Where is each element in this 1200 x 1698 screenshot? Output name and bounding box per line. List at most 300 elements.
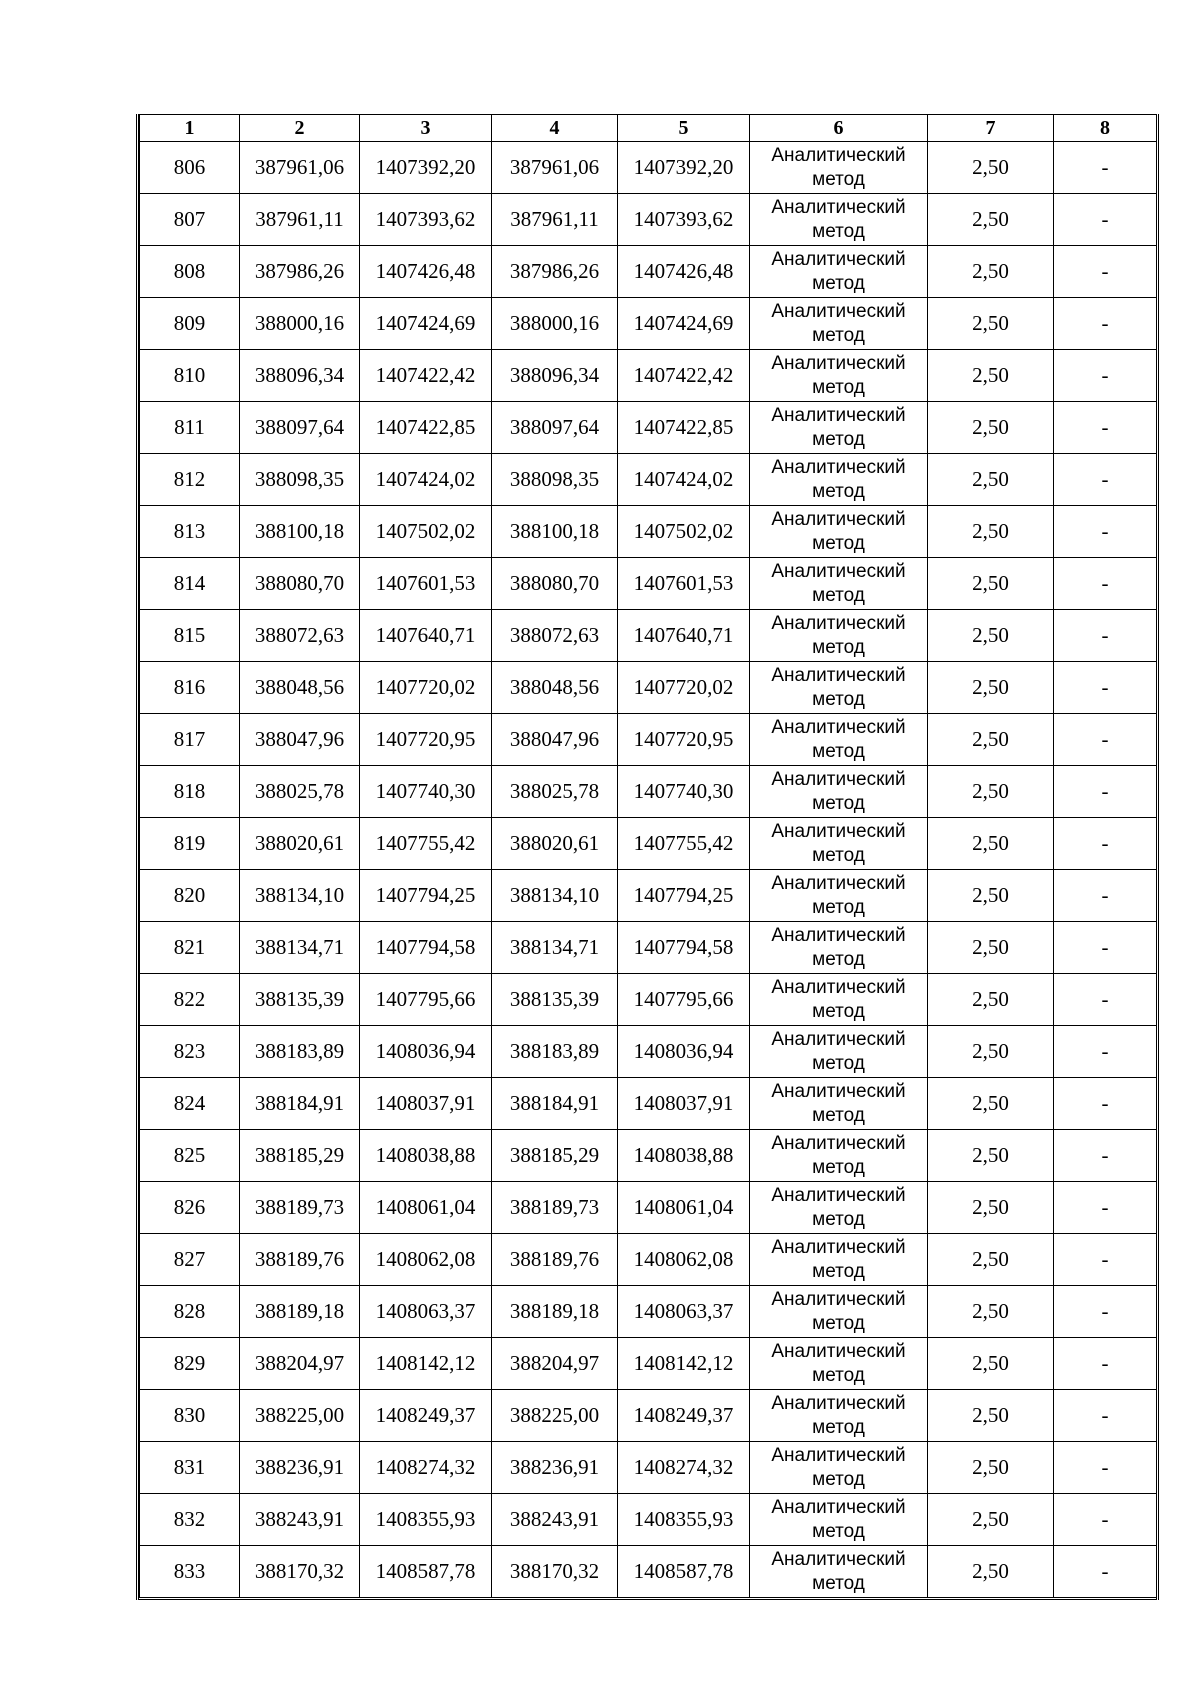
cell-x-coord-2: 388096,34	[492, 350, 618, 402]
method-line-2: метод	[812, 480, 865, 502]
method-line-1: Аналитический	[771, 1444, 906, 1466]
method-line-1: Аналитический	[771, 820, 906, 842]
method-line-1: Аналитический	[771, 248, 906, 270]
method-line-1: Аналитический	[771, 716, 906, 738]
cell-x-coord-2: 388170,32	[492, 1546, 618, 1599]
cell-accuracy: 2,50	[928, 350, 1054, 402]
cell-description: -	[1054, 1442, 1157, 1494]
cell-description: -	[1054, 454, 1157, 506]
cell-accuracy: 2,50	[928, 1078, 1054, 1130]
cell-accuracy: 2,50	[928, 922, 1054, 974]
cell-y-coord: 1408036,94	[360, 1026, 492, 1078]
cell-description: -	[1054, 1338, 1157, 1390]
cell-x-coord-2: 388100,18	[492, 506, 618, 558]
method-line-1: Аналитический	[771, 1184, 906, 1206]
cell-point-number: 808	[140, 246, 240, 298]
cell-y-coord-2: 1408062,08	[618, 1234, 750, 1286]
method-line-1: Аналитический	[771, 1392, 906, 1414]
cell-accuracy: 2,50	[928, 1130, 1054, 1182]
cell-description: -	[1054, 974, 1157, 1026]
cell-point-number: 820	[140, 870, 240, 922]
cell-y-coord: 1407601,53	[360, 558, 492, 610]
cell-accuracy: 2,50	[928, 1234, 1054, 1286]
cell-x-coord: 388072,63	[240, 610, 360, 662]
method-line-1: Аналитический	[771, 664, 906, 686]
table-row	[140, 1546, 1157, 1599]
cell-x-coord: 387986,26	[240, 246, 360, 298]
cell-y-coord: 1407740,30	[360, 766, 492, 818]
cell-x-coord-2: 388080,70	[492, 558, 618, 610]
cell-method	[750, 1182, 928, 1234]
cell-x-coord-2: 388098,35	[492, 454, 618, 506]
cell-x-coord: 388020,61	[240, 818, 360, 870]
header-cell-3: 3	[360, 115, 492, 142]
cell-x-coord: 387961,11	[240, 194, 360, 246]
cell-accuracy: 2,50	[928, 662, 1054, 714]
cell-description: -	[1054, 1546, 1157, 1599]
cell-method	[750, 610, 928, 662]
cell-x-coord: 388048,56	[240, 662, 360, 714]
cell-method	[750, 766, 928, 818]
cell-method	[750, 922, 928, 974]
method-line-2: метод	[812, 324, 865, 346]
method-line-2: метод	[812, 740, 865, 762]
table-row	[140, 454, 1157, 506]
cell-x-coord: 388185,29	[240, 1130, 360, 1182]
cell-y-coord-2: 1407640,71	[618, 610, 750, 662]
cell-x-coord-2: 388048,56	[492, 662, 618, 714]
table-row	[140, 142, 1157, 194]
cell-y-coord-2: 1407601,53	[618, 558, 750, 610]
cell-x-coord-2: 388184,91	[492, 1078, 618, 1130]
cell-y-coord: 1407794,58	[360, 922, 492, 974]
cell-method	[750, 974, 928, 1026]
cell-accuracy: 2,50	[928, 1442, 1054, 1494]
table-row	[140, 818, 1157, 870]
cell-point-number: 812	[140, 454, 240, 506]
header-cell-8: 8	[1054, 115, 1157, 142]
cell-x-coord-2: 388020,61	[492, 818, 618, 870]
cell-description: -	[1054, 1234, 1157, 1286]
cell-point-number: 819	[140, 818, 240, 870]
table-body	[140, 142, 1157, 1599]
cell-method	[750, 194, 928, 246]
cell-description: -	[1054, 922, 1157, 974]
cell-x-coord: 388134,71	[240, 922, 360, 974]
cell-x-coord: 388189,73	[240, 1182, 360, 1234]
table-row	[140, 1338, 1157, 1390]
header-cell-7: 7	[928, 115, 1054, 142]
cell-method	[750, 1078, 928, 1130]
cell-y-coord: 1408037,91	[360, 1078, 492, 1130]
cell-accuracy: 2,50	[928, 610, 1054, 662]
cell-x-coord-2: 388236,91	[492, 1442, 618, 1494]
method-line-1: Аналитический	[771, 1288, 906, 1310]
cell-accuracy: 2,50	[928, 1546, 1054, 1599]
cell-description: -	[1054, 1182, 1157, 1234]
coordinates-table-frame	[136, 114, 1159, 1600]
cell-x-coord-2: 387986,26	[492, 246, 618, 298]
table-row	[140, 194, 1157, 246]
table-row	[140, 922, 1157, 974]
method-line-2: метод	[812, 896, 865, 918]
method-line-2: метод	[812, 1104, 865, 1126]
cell-y-coord-2: 1407422,42	[618, 350, 750, 402]
cell-x-coord-2: 388025,78	[492, 766, 618, 818]
method-line-1: Аналитический	[771, 924, 906, 946]
cell-y-coord-2: 1408038,88	[618, 1130, 750, 1182]
cell-y-coord-2: 1407720,95	[618, 714, 750, 766]
cell-x-coord: 388000,16	[240, 298, 360, 350]
method-line-2: метод	[812, 1520, 865, 1542]
cell-accuracy: 2,50	[928, 246, 1054, 298]
cell-x-coord-2: 388183,89	[492, 1026, 618, 1078]
method-line-1: Аналитический	[771, 196, 906, 218]
cell-description: -	[1054, 142, 1157, 194]
method-line-2: метод	[812, 688, 865, 710]
method-line-1: Аналитический	[771, 456, 906, 478]
cell-method	[750, 1338, 928, 1390]
cell-method	[750, 506, 928, 558]
cell-x-coord: 388098,35	[240, 454, 360, 506]
cell-y-coord-2: 1407794,58	[618, 922, 750, 974]
coordinates-table	[139, 114, 1157, 1600]
cell-accuracy: 2,50	[928, 402, 1054, 454]
cell-accuracy: 2,50	[928, 558, 1054, 610]
method-line-2: метод	[812, 532, 865, 554]
cell-point-number: 821	[140, 922, 240, 974]
cell-point-number: 824	[140, 1078, 240, 1130]
cell-point-number: 823	[140, 1026, 240, 1078]
cell-x-coord-2: 388189,76	[492, 1234, 618, 1286]
cell-accuracy: 2,50	[928, 1390, 1054, 1442]
table-row	[140, 610, 1157, 662]
method-line-2: метод	[812, 220, 865, 242]
cell-description: -	[1054, 1390, 1157, 1442]
table-row	[140, 1130, 1157, 1182]
table-row	[140, 1078, 1157, 1130]
cell-x-coord-2: 387961,06	[492, 142, 618, 194]
header-cell-2: 2	[240, 115, 360, 142]
cell-point-number: 826	[140, 1182, 240, 1234]
cell-accuracy: 2,50	[928, 870, 1054, 922]
method-line-2: метод	[812, 168, 865, 190]
cell-y-coord-2: 1407720,02	[618, 662, 750, 714]
cell-method	[750, 870, 928, 922]
method-line-2: метод	[812, 376, 865, 398]
cell-accuracy: 2,50	[928, 194, 1054, 246]
cell-point-number: 813	[140, 506, 240, 558]
header-cell-4: 4	[492, 115, 618, 142]
method-line-1: Аналитический	[771, 1340, 906, 1362]
method-line-1: Аналитический	[771, 1548, 906, 1570]
cell-y-coord: 1408061,04	[360, 1182, 492, 1234]
cell-x-coord: 388170,32	[240, 1546, 360, 1599]
cell-x-coord: 388025,78	[240, 766, 360, 818]
cell-accuracy: 2,50	[928, 1338, 1054, 1390]
cell-method	[750, 246, 928, 298]
cell-y-coord: 1408038,88	[360, 1130, 492, 1182]
cell-y-coord: 1408063,37	[360, 1286, 492, 1338]
cell-y-coord: 1407720,95	[360, 714, 492, 766]
cell-accuracy: 2,50	[928, 454, 1054, 506]
cell-x-coord: 388204,97	[240, 1338, 360, 1390]
cell-accuracy: 2,50	[928, 142, 1054, 194]
cell-x-coord-2: 388072,63	[492, 610, 618, 662]
cell-point-number: 832	[140, 1494, 240, 1546]
method-line-2: метод	[812, 584, 865, 606]
cell-x-coord: 387961,06	[240, 142, 360, 194]
cell-x-coord: 388134,10	[240, 870, 360, 922]
method-line-1: Аналитический	[771, 1236, 906, 1258]
cell-x-coord-2: 388097,64	[492, 402, 618, 454]
cell-description: -	[1054, 246, 1157, 298]
cell-point-number: 817	[140, 714, 240, 766]
cell-y-coord: 1407393,62	[360, 194, 492, 246]
method-line-2: метод	[812, 1312, 865, 1334]
method-line-2: метод	[812, 1156, 865, 1178]
cell-y-coord-2: 1407422,85	[618, 402, 750, 454]
cell-y-coord-2: 1407502,02	[618, 506, 750, 558]
cell-method	[750, 350, 928, 402]
method-line-1: Аналитический	[771, 352, 906, 374]
table-row	[140, 402, 1157, 454]
method-line-1: Аналитический	[771, 872, 906, 894]
cell-point-number: 815	[140, 610, 240, 662]
cell-method	[750, 714, 928, 766]
cell-method	[750, 1546, 928, 1599]
cell-description: -	[1054, 1286, 1157, 1338]
cell-y-coord-2: 1408061,04	[618, 1182, 750, 1234]
table-header-row	[140, 115, 1157, 142]
cell-y-coord: 1407794,25	[360, 870, 492, 922]
table-row	[140, 1026, 1157, 1078]
cell-y-coord: 1408142,12	[360, 1338, 492, 1390]
method-line-2: метод	[812, 1052, 865, 1074]
cell-x-coord: 388225,00	[240, 1390, 360, 1442]
method-line-2: метод	[812, 1468, 865, 1490]
cell-y-coord: 1408355,93	[360, 1494, 492, 1546]
cell-method	[750, 1130, 928, 1182]
cell-y-coord: 1407795,66	[360, 974, 492, 1026]
table-row	[140, 1182, 1157, 1234]
cell-x-coord: 388080,70	[240, 558, 360, 610]
cell-method	[750, 818, 928, 870]
cell-method	[750, 1390, 928, 1442]
cell-description: -	[1054, 194, 1157, 246]
cell-point-number: 809	[140, 298, 240, 350]
method-line-1: Аналитический	[771, 976, 906, 998]
table-row	[140, 974, 1157, 1026]
cell-y-coord: 1408062,08	[360, 1234, 492, 1286]
table-row	[140, 1442, 1157, 1494]
cell-accuracy: 2,50	[928, 1026, 1054, 1078]
cell-point-number: 806	[140, 142, 240, 194]
cell-description: -	[1054, 350, 1157, 402]
method-line-1: Аналитический	[771, 144, 906, 166]
cell-accuracy: 2,50	[928, 1286, 1054, 1338]
table-row	[140, 714, 1157, 766]
cell-description: -	[1054, 610, 1157, 662]
cell-point-number: 807	[140, 194, 240, 246]
cell-point-number: 825	[140, 1130, 240, 1182]
cell-y-coord: 1407502,02	[360, 506, 492, 558]
cell-description: -	[1054, 558, 1157, 610]
cell-x-coord-2: 388243,91	[492, 1494, 618, 1546]
method-line-2: метод	[812, 428, 865, 450]
cell-point-number: 811	[140, 402, 240, 454]
cell-method	[750, 1442, 928, 1494]
cell-point-number: 831	[140, 1442, 240, 1494]
table-row	[140, 766, 1157, 818]
cell-y-coord-2: 1407424,69	[618, 298, 750, 350]
cell-x-coord: 388097,64	[240, 402, 360, 454]
cell-y-coord: 1407422,42	[360, 350, 492, 402]
table-row	[140, 662, 1157, 714]
cell-description: -	[1054, 402, 1157, 454]
cell-x-coord-2: 388189,73	[492, 1182, 618, 1234]
cell-y-coord: 1408249,37	[360, 1390, 492, 1442]
cell-accuracy: 2,50	[928, 1182, 1054, 1234]
method-line-2: метод	[812, 1208, 865, 1230]
cell-y-coord-2: 1408249,37	[618, 1390, 750, 1442]
method-line-2: метод	[812, 1364, 865, 1386]
cell-description: -	[1054, 1494, 1157, 1546]
cell-x-coord: 388100,18	[240, 506, 360, 558]
table-row	[140, 1286, 1157, 1338]
cell-description: -	[1054, 298, 1157, 350]
cell-description: -	[1054, 506, 1157, 558]
cell-method	[750, 558, 928, 610]
cell-y-coord: 1407392,20	[360, 142, 492, 194]
cell-y-coord: 1407424,02	[360, 454, 492, 506]
cell-point-number: 829	[140, 1338, 240, 1390]
cell-x-coord: 388189,76	[240, 1234, 360, 1286]
cell-y-coord: 1408587,78	[360, 1546, 492, 1599]
cell-point-number: 810	[140, 350, 240, 402]
cell-method	[750, 402, 928, 454]
cell-x-coord-2: 388047,96	[492, 714, 618, 766]
cell-x-coord-2: 388000,16	[492, 298, 618, 350]
cell-y-coord: 1407755,42	[360, 818, 492, 870]
cell-x-coord: 388096,34	[240, 350, 360, 402]
cell-description: -	[1054, 1026, 1157, 1078]
cell-y-coord: 1407426,48	[360, 246, 492, 298]
cell-y-coord-2: 1407424,02	[618, 454, 750, 506]
method-line-2: метод	[812, 636, 865, 658]
cell-y-coord: 1407640,71	[360, 610, 492, 662]
cell-accuracy: 2,50	[928, 1494, 1054, 1546]
cell-y-coord-2: 1408037,91	[618, 1078, 750, 1130]
cell-y-coord-2: 1408355,93	[618, 1494, 750, 1546]
cell-description: -	[1054, 714, 1157, 766]
cell-y-coord-2: 1408587,78	[618, 1546, 750, 1599]
table-row	[140, 350, 1157, 402]
cell-y-coord-2: 1408142,12	[618, 1338, 750, 1390]
method-line-2: метод	[812, 792, 865, 814]
cell-y-coord-2: 1407755,42	[618, 818, 750, 870]
method-line-2: метод	[812, 1416, 865, 1438]
cell-method	[750, 454, 928, 506]
table-row	[140, 1390, 1157, 1442]
cell-y-coord-2: 1407795,66	[618, 974, 750, 1026]
method-line-2: метод	[812, 948, 865, 970]
method-line-1: Аналитический	[771, 1028, 906, 1050]
cell-point-number: 814	[140, 558, 240, 610]
cell-accuracy: 2,50	[928, 818, 1054, 870]
cell-y-coord-2: 1407392,20	[618, 142, 750, 194]
cell-accuracy: 2,50	[928, 506, 1054, 558]
cell-y-coord: 1408274,32	[360, 1442, 492, 1494]
cell-method	[750, 1286, 928, 1338]
cell-y-coord: 1407422,85	[360, 402, 492, 454]
method-line-1: Аналитический	[771, 1496, 906, 1518]
cell-x-coord-2: 388204,97	[492, 1338, 618, 1390]
cell-point-number: 830	[140, 1390, 240, 1442]
method-line-1: Аналитический	[771, 612, 906, 634]
header-cell-1: 1	[140, 115, 240, 142]
cell-y-coord-2: 1407740,30	[618, 766, 750, 818]
cell-x-coord-2: 388134,71	[492, 922, 618, 974]
table-row	[140, 1234, 1157, 1286]
method-line-2: метод	[812, 844, 865, 866]
cell-x-coord: 388047,96	[240, 714, 360, 766]
cell-y-coord: 1407424,69	[360, 298, 492, 350]
cell-description: -	[1054, 662, 1157, 714]
table-row	[140, 870, 1157, 922]
method-line-2: метод	[812, 1260, 865, 1282]
cell-point-number: 828	[140, 1286, 240, 1338]
cell-x-coord-2: 388135,39	[492, 974, 618, 1026]
cell-point-number: 827	[140, 1234, 240, 1286]
cell-x-coord: 388135,39	[240, 974, 360, 1026]
cell-y-coord-2: 1408063,37	[618, 1286, 750, 1338]
cell-x-coord: 388183,89	[240, 1026, 360, 1078]
cell-y-coord-2: 1407426,48	[618, 246, 750, 298]
cell-x-coord: 388243,91	[240, 1494, 360, 1546]
cell-x-coord: 388236,91	[240, 1442, 360, 1494]
method-line-2: метод	[812, 1572, 865, 1594]
method-line-1: Аналитический	[771, 1132, 906, 1154]
cell-x-coord: 388189,18	[240, 1286, 360, 1338]
cell-x-coord: 388184,91	[240, 1078, 360, 1130]
cell-y-coord-2: 1407393,62	[618, 194, 750, 246]
cell-method	[750, 1026, 928, 1078]
cell-accuracy: 2,50	[928, 766, 1054, 818]
cell-method	[750, 662, 928, 714]
cell-x-coord-2: 388185,29	[492, 1130, 618, 1182]
method-line-1: Аналитический	[771, 768, 906, 790]
cell-x-coord-2: 388189,18	[492, 1286, 618, 1338]
table-row	[140, 246, 1157, 298]
header-cell-5: 5	[618, 115, 750, 142]
cell-description: -	[1054, 818, 1157, 870]
cell-point-number: 822	[140, 974, 240, 1026]
table-row	[140, 298, 1157, 350]
cell-y-coord-2: 1407794,25	[618, 870, 750, 922]
table-row	[140, 1494, 1157, 1546]
cell-accuracy: 2,50	[928, 298, 1054, 350]
cell-point-number: 818	[140, 766, 240, 818]
cell-x-coord-2: 388134,10	[492, 870, 618, 922]
table-row	[140, 506, 1157, 558]
cell-method	[750, 1494, 928, 1546]
cell-description: -	[1054, 1078, 1157, 1130]
header-cell-6: 6	[750, 115, 928, 142]
cell-point-number: 816	[140, 662, 240, 714]
cell-accuracy: 2,50	[928, 974, 1054, 1026]
cell-method	[750, 142, 928, 194]
